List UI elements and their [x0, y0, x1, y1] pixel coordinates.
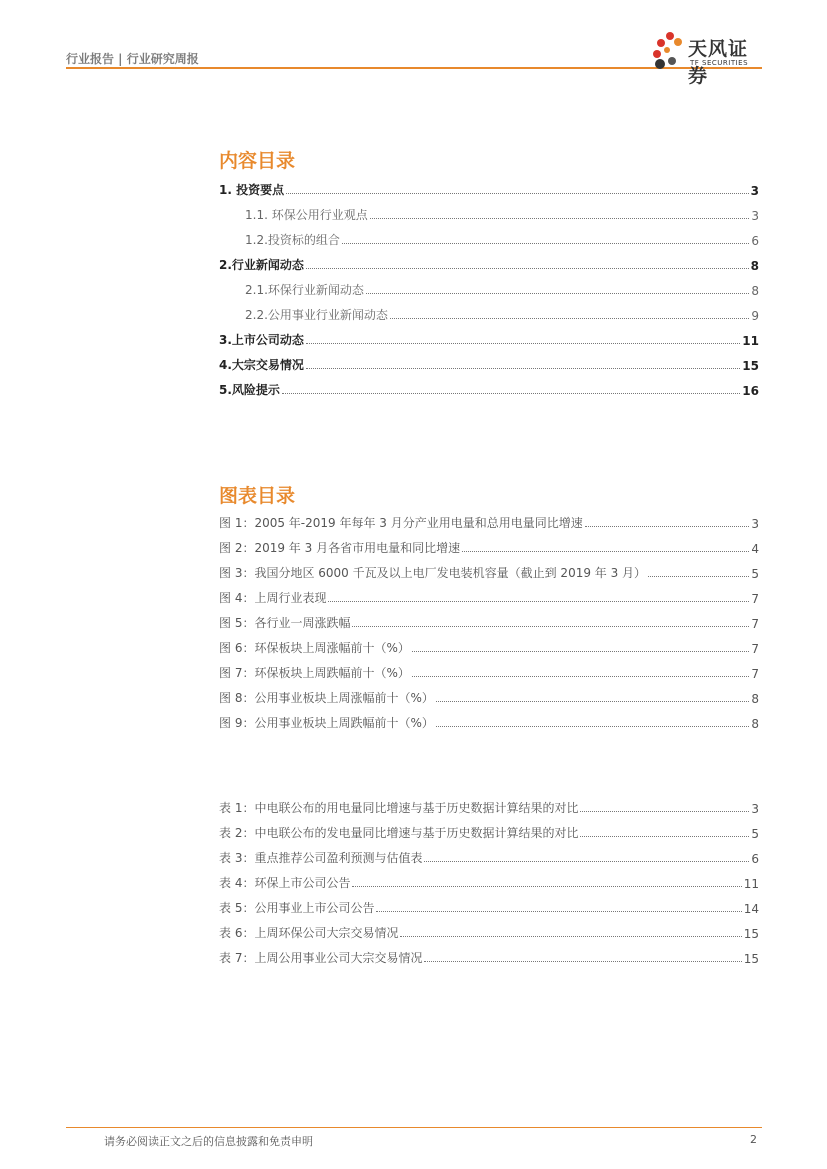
toc-entry[interactable]: 1.1. 环保公用行业观点 3 [245, 208, 759, 223]
toc-entry[interactable]: 4.大宗交易情况 15 [219, 358, 759, 373]
figure-entry[interactable]: 图 2：2019 年 3 月各省市用电量和同比增速 4 [219, 541, 759, 556]
figure-entry[interactable]: 图 7：环保板块上周跌幅前十（%） 7 [219, 666, 759, 681]
table-entry[interactable]: 表 3：重点推荐公司盈利预测与估值表 6 [219, 851, 759, 866]
toc-entry[interactable]: 3.上市公司动态 11 [219, 333, 759, 348]
figure-entry[interactable]: 图 3：我国分地区 6000 千瓦及以上电厂发电装机容量（截止到 2019 年 3 月） 5 [219, 566, 759, 581]
figure-entry[interactable]: 图 8：公用事业板块上周涨幅前十（%） 8 [219, 691, 759, 706]
toc-entry[interactable]: 2.2.公用事业行业新闻动态 9 [245, 308, 759, 323]
table-entry[interactable]: 表 7：上周公用事业公司大宗交易情况 15 [219, 951, 759, 966]
figure-entry[interactable]: 图 9：公用事业板块上周跌幅前十（%） 8 [219, 716, 759, 731]
figure-entry[interactable]: 图 1：2005 年-2019 年每年 3 月分产业用电量和总用电量同比增速 3 [219, 516, 759, 531]
footer-divider [66, 1127, 762, 1128]
figure-entry[interactable]: 图 5：各行业一周涨跌幅 7 [219, 616, 759, 631]
toc-entry[interactable]: 2.1.环保行业新闻动态 8 [245, 283, 759, 298]
toc-entry[interactable]: 5.风险提示 16 [219, 383, 759, 398]
figures-title: 图表目录 [219, 485, 296, 507]
page-number: 2 [750, 1133, 757, 1146]
table-entry[interactable]: 表 4：环保上市公司公告 11 [219, 876, 759, 891]
table-entry[interactable]: 表 6：上周环保公司大宗交易情况 15 [219, 926, 759, 941]
report-category: 行业报告 | 行业研究周报 [66, 52, 199, 66]
figure-entry[interactable]: 图 6：环保板块上周涨幅前十（%） 7 [219, 641, 759, 656]
toc-entry[interactable]: 1.2.投资标的组合 6 [245, 233, 759, 248]
figure-entry[interactable]: 图 4：上周行业表现 7 [219, 591, 759, 606]
table-entry[interactable]: 表 2：中电联公布的发电量同比增速与基于历史数据计算结果的对比 5 [219, 826, 759, 841]
toc-title: 内容目录 [219, 150, 296, 172]
company-logo [650, 28, 765, 87]
toc-entry[interactable]: 2.行业新闻动态 8 [219, 258, 759, 273]
table-entry[interactable]: 表 1：中电联公布的用电量同比增速与基于历史数据计算结果的对比 3 [219, 801, 759, 816]
logo-text-cn: 天风证券 [688, 38, 749, 87]
logo-text-en: TF SECURITIES [690, 59, 749, 67]
toc-entry[interactable]: 1. 投资要点 3 [219, 183, 759, 198]
footer-disclaimer: 请务必阅读正文之后的信息披露和免责申明 [104, 1135, 313, 1148]
logo-petals-icon [650, 28, 686, 72]
table-entry[interactable]: 表 5：公用事业上市公司公告 14 [219, 901, 759, 916]
